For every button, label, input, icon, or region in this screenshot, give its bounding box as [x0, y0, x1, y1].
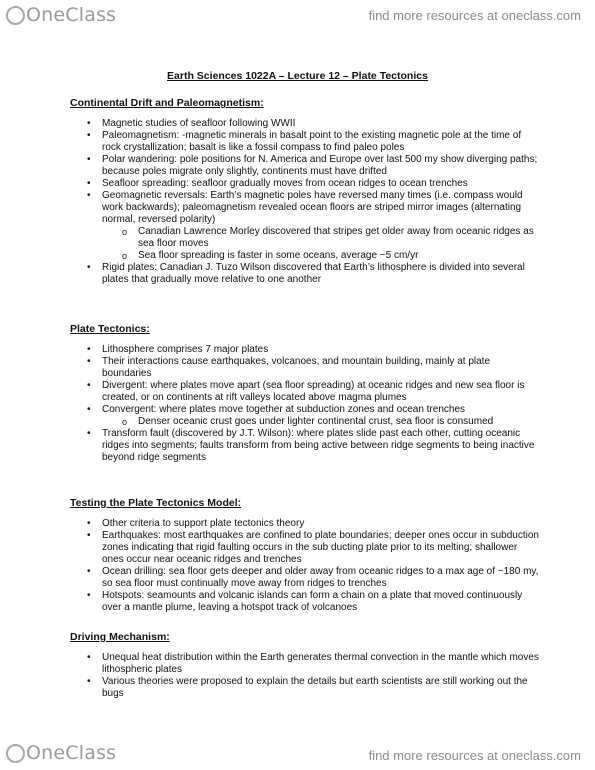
bullet-text: Unequal heat distribution within the Earth generates thermal convection in the mantle which moves lithospheric plates [102, 652, 539, 675]
bullet-item [70, 130, 540, 154]
oneclass-logo-icon [6, 744, 25, 763]
section-heading: Continental Drift and Paleomagnetism: [70, 97, 264, 109]
bullet-item [70, 262, 540, 286]
bullet-item [70, 518, 540, 530]
brand-name: OneClass [26, 742, 117, 764]
bullet-item [70, 676, 540, 700]
bullet-text: Divergent: where plates move apart (sea floor spreading) at oceanic ridges and new sea floor is created, or on continents at rift valleys located above magma plumes [102, 380, 525, 403]
section-driving-mechanism [70, 631, 540, 700]
document-title: Earth Sciences 1022A – Lecture 12 – Plate Tectonics [167, 70, 428, 82]
find-more-link[interactable]: find more resources at oneclass.com [368, 8, 581, 23]
bullet-text: Hotspots: seamounts and volcanic islands can form a chain on a plate that moved continuously over a mantle plume, leaving a hotspot track of volcanoes [102, 590, 523, 613]
sub-bullet-item: o Sea floor spreading is faster in some oceans, average ~5 cm/yr [70, 250, 540, 262]
bullet-item [70, 190, 540, 262]
brand-name: OneClass [26, 4, 117, 26]
bullet-text: Ocean drilling: sea floor gets deeper and older away from oceanic ridges to a max age of ~180 my, so sea floor must continually move away from ridges to trenches [102, 566, 539, 589]
oneclass-logo[interactable] [6, 4, 116, 26]
sub-bullet-list [102, 416, 540, 428]
bullet-text: Magnetic studies of seafloor following WWII [102, 118, 296, 129]
bullet-item [70, 178, 540, 190]
bullet-item [70, 404, 540, 428]
bullet-item [70, 344, 540, 356]
bullet-item [70, 590, 540, 614]
bullet-item [70, 356, 540, 380]
page-header [0, 0, 595, 34]
sub-bullet-list [102, 226, 540, 262]
bullet-item [70, 118, 540, 130]
bullet-item [70, 530, 540, 566]
bullet-item [70, 652, 540, 676]
bullet-text: Other criteria to support plate tectonics theory [102, 518, 305, 529]
bullet-text: Convergent: where plates move together at subduction zones and ocean trenches [102, 404, 466, 415]
sub-bullet-item: o Canadian Lawrence Morley discovered that stripes get older away from oceanic ridges as sea floor moves [70, 226, 540, 250]
section-heading: Driving Mechanism: [70, 631, 170, 643]
bullet-text: Various theories were proposed to explain the details but earth scientists are still working out the bugs [102, 676, 528, 699]
bullet-text: Seafloor spreading: seafloor gradually moves from ocean ridges to ocean trenches [102, 178, 468, 189]
section-heading: Plate Tectonics: [70, 323, 150, 335]
section-heading: Testing the Plate Tectonics Model: [70, 497, 242, 509]
bullet-text: Transform fault (discovered by J.T. Wilson): where plates slide past each other, cutting oceanic ridges into segments; faults transform from being active between ridge segments to being inactive beyond ridge segments [102, 428, 535, 463]
bullet-text: Polar wandering: pole positions for N. America and Europe over last 500 my show diverging paths; because poles migrate only slightly, continents must have drifted [102, 154, 538, 177]
bullet-text: Lithosphere comprises 7 major plates [102, 344, 269, 355]
find-more-link[interactable]: find more resources at oneclass.com [368, 748, 581, 763]
page-footer [0, 742, 595, 770]
oneclass-logo-icon [6, 6, 25, 25]
bullet-item [70, 566, 540, 590]
bullet-text: Rigid plates: Canadian J. Tuzo Wilson discovered that Earth’s lithosphere is divided into several plates that gradually move relative to one another [102, 262, 525, 285]
section-continental-drift [70, 97, 540, 286]
bullet-item [70, 380, 540, 404]
bullet-text: Their interactions cause earthquakes, volcanoes, and mountain building, mainly at plate boundaries [102, 356, 491, 379]
bullet-text: Geomagnetic reversals: Earth’s magnetic poles have reversed many times (i.e. compass would work backwards); paleomagnetism revealed ocean floors are striped mirror images (alternating normal, reversed polarity) [102, 190, 523, 225]
oneclass-logo[interactable] [6, 742, 116, 764]
section-plate-tectonics [70, 323, 540, 464]
bullet-text: Paleomagnetism: -magnetic minerals in basalt point to the existing magnetic pole at the time of rock crystallization; basalt is like a fossil compass to find paleo poles [102, 130, 522, 153]
bullet-item [70, 428, 540, 464]
sub-bullet-item: o Denser oceanic crust goes under lighter continental crust, sea floor is consumed [70, 416, 540, 428]
bullet-item [70, 154, 540, 178]
section-testing-model [70, 497, 540, 614]
bullet-text: Earthquakes: most earthquakes are confined to plate boundaries; deeper ones occur in subduction zones indicating that rigid faulting occurs in the sub ducting plate prior to its melting; shallower ones occur near oceanic ridges and trenches [102, 530, 539, 565]
